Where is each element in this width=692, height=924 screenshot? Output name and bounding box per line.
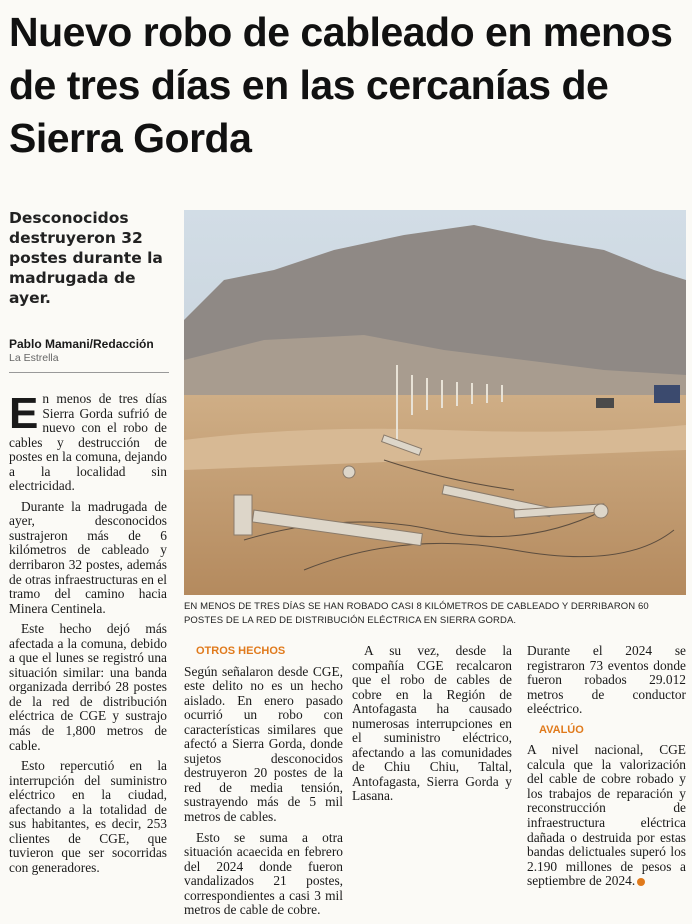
- body-column-1: [9, 389, 167, 882]
- lead-text: n menos de tres días Sierra Gorda sufrió de nuevo con el robo de cables y destrucción de postes en la comuna, dejando a la localidad sin electricidad.: [9, 391, 167, 494]
- byline-author: Pablo Mamani/Redacción: [9, 337, 154, 351]
- lead-paragraph: [9, 389, 167, 494]
- byline: [9, 337, 169, 365]
- end-mark-icon: [637, 878, 645, 886]
- body-paragraph: Durante la madrugada de ayer, desconocidos sustrajeron más de 6 kilómetros de cableado y derribaron 32 postes, además de otras infraestructuras en el tramo del camino hacia Minera Centinela.: [9, 498, 167, 616]
- news-photo: [184, 210, 686, 595]
- subhead-otros-hechos: OTROS HECHOS: [196, 645, 286, 657]
- subhead-avaluo: AVALÚO: [539, 723, 584, 736]
- body-paragraph: Durante el 2024 se registraron 73 eventos donde fueron robados 29.012 metros de conductor eleéctrico.: [527, 643, 686, 717]
- photo-caption: EN MENOS DE TRES DÍAS SE HAN ROBADO CASI 8 KILÓMETROS DE CABLEADO Y DERRIBARON 60 POSTES DE LA RED DE DISTRIBUCIÓN ELÉCTRICA EN SIERRA GORDA.: [184, 601, 649, 626]
- paragraph-text: Esto se suma a otra situación acaecida en febrero del 2024 donde fueron vandalizados 21 postes, correspondientes a casi 3 mil metros de cable de cobre.: [184, 829, 343, 918]
- body-paragraph: Esto repercutió en la interrupción del suministro eléctrico en la ciudad, afectando a la totalidad de sus habitantes, es decir, 253 clientes de CGE, que tuvieron que ser socorridas con generadores.: [9, 758, 167, 875]
- body-paragraph: [184, 831, 343, 918]
- byline-divider: [9, 372, 169, 373]
- deck: Desconocidos destruyeron 32 postes durante la madrugada de ayer.: [9, 209, 163, 307]
- body-paragraph: Según señalaron desde CGE, este delito no es un hecho aislado. En enero pasado ocurrió un robo con características similares que afectó a Sierra Gorda, donde sujetos desconocidos destruyeron 20 postes de la red de media tensión, sustrayendo más de 5 mil metros de cables.: [184, 663, 343, 825]
- paragraph-text: A nivel nacional, CGE calcula que la valorización del cable de cobre robado y los trabajos de reparación y reconstrucción de infraestructura eléctrica dañada o destruida por estas bandas delictuales superó los 2.190 millones de pesos a septiembre de 2024.: [527, 742, 686, 889]
- body-paragraph: [527, 743, 686, 888]
- body-paragraph: Este hecho dejó más afectada a la comuna, debido a que el lunes se registró una situación similar: una banda organizada derribó 28 postes de la red de distribución eléctrica de CGE y sustrajo más de 1,800 metros de cable.: [9, 621, 167, 753]
- byline-source: La Estrella: [9, 352, 59, 364]
- body-paragraph: A su vez, desde la compañía CGE recalcaron que el robo de cables de cobre en la Región de Antofagasta ha causado numerosas interrupciones en el suministro eléctrico, afectando a las comunidades de Chiu Chiu, Taltal, Antofagasta, Sierra Gorda y Lasana.: [352, 643, 512, 804]
- body-column-3: [352, 644, 512, 810]
- body-column-2: [184, 644, 343, 924]
- headline: Nuevo robo de cableado en menos de tres días en las cercanías de Sierra Gorda: [9, 9, 673, 161]
- drop-cap: E: [9, 389, 39, 438]
- body-column-4: [527, 644, 686, 895]
